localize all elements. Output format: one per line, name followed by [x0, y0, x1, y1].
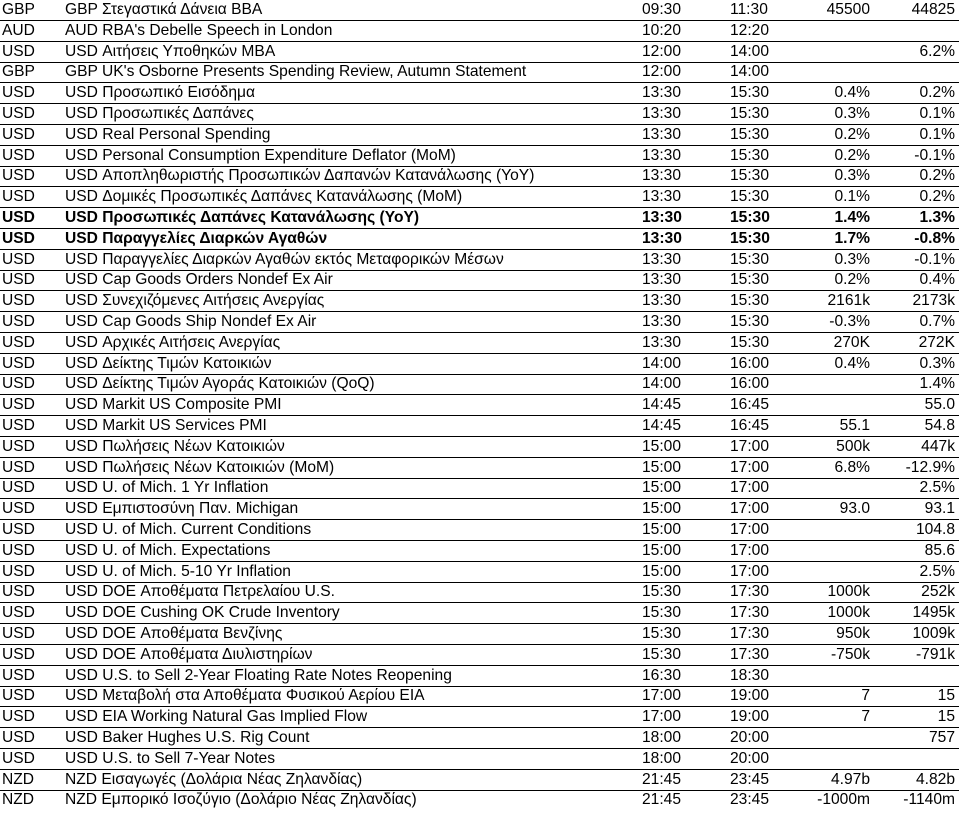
- value-a-cell: 93.0: [839, 500, 870, 518]
- event-cell: AUD RBA's Debelle Speech in London: [65, 21, 333, 39]
- value-a-cell: -1000m: [817, 791, 870, 809]
- event-cell: USD Αποπληθωριστής Προσωπικών Δαπανών Κατανάλωσης (YoY): [65, 167, 535, 185]
- event-cell: USD Personal Consumption Expenditure Deflator (MoM): [65, 146, 456, 164]
- value-b-cell: 1009k: [912, 625, 955, 642]
- time-cell: 13:30: [642, 188, 682, 206]
- value-b-cell: 54.8: [924, 417, 955, 434]
- event-cell: USD Προσωπικές Δαπάνες: [65, 105, 254, 122]
- table-row: [0, 706, 959, 728]
- event-cell: USD U. of Mich. 5-10 Yr Inflation: [65, 562, 291, 580]
- event-cell: USD Markit US Composite PMI: [65, 396, 282, 414]
- local-time-cell: 15:30: [730, 250, 770, 268]
- event-cell: USD Cap Goods Ship Nondef Ex Air: [65, 313, 317, 330]
- table-row: [0, 20, 959, 42]
- local-time-cell: 15:30: [730, 313, 770, 330]
- value-b-cell: 0.7%: [919, 313, 955, 330]
- time-cell: 13:30: [642, 250, 682, 268]
- local-time-cell: 18:30: [730, 666, 770, 684]
- value-b-cell: -12.9%: [905, 458, 955, 476]
- currency-cell: USD: [2, 313, 35, 330]
- event-cell: USD Προσωπικό Εισόδημα: [65, 84, 255, 102]
- currency-cell: USD: [2, 105, 35, 122]
- value-a-cell: 0.3%: [834, 250, 870, 268]
- local-time-cell: 11:30: [730, 1, 768, 18]
- event-cell: USD Παραγγελίες Διαρκών Αγαθών: [65, 229, 328, 247]
- time-cell: 14:45: [642, 396, 682, 414]
- event-cell: USD Πωλήσεις Νέων Κατοικιών (MoM): [65, 458, 335, 476]
- currency-cell: USD: [2, 417, 35, 434]
- currency-cell: USD: [2, 562, 35, 580]
- table-row: [0, 103, 959, 125]
- time-cell: 12:00: [642, 42, 682, 60]
- time-cell: 18:00: [642, 749, 682, 767]
- time-cell: 13:30: [642, 146, 682, 164]
- event-cell: GBP UK's Osborne Presents Spending Review, Autumn Statement: [65, 63, 527, 81]
- time-cell: 18:00: [642, 729, 682, 746]
- event-cell: USD Αρχικές Αιτήσεις Ανεργίας: [65, 333, 281, 351]
- time-cell: 13:30: [642, 209, 682, 226]
- time-cell: 13:30: [642, 313, 682, 330]
- currency-cell: USD: [2, 541, 35, 559]
- time-cell: 13:30: [642, 84, 682, 102]
- table-row: [0, 332, 959, 354]
- local-time-cell: 17:30: [730, 604, 770, 622]
- time-cell: 15:30: [642, 583, 682, 601]
- time-cell: 17:00: [642, 687, 682, 705]
- value-b-cell: 93.1: [924, 500, 955, 518]
- value-b-cell: 1.3%: [919, 209, 955, 226]
- currency-cell: USD: [2, 729, 35, 746]
- time-cell: 15:00: [642, 521, 682, 538]
- currency-cell: USD: [2, 479, 35, 497]
- event-cell: USD U. of Mich. Expectations: [65, 541, 271, 559]
- table-row: [0, 498, 959, 520]
- table-row-highlighted: [0, 207, 959, 229]
- table-row: [0, 665, 959, 687]
- event-cell: USD EIA Working Natural Gas Implied Flow: [65, 708, 368, 726]
- local-time-cell: 19:00: [730, 708, 770, 726]
- local-time-cell: 20:00: [730, 729, 770, 746]
- time-cell: 13:30: [642, 167, 682, 185]
- currency-cell: USD: [2, 687, 35, 705]
- currency-cell: USD: [2, 167, 35, 185]
- value-b-cell: -0.8%: [914, 229, 955, 247]
- local-time-cell: 15:30: [730, 84, 770, 102]
- currency-cell: USD: [2, 708, 35, 726]
- table-row: [0, 82, 959, 104]
- value-b-cell: 0.2%: [919, 167, 955, 185]
- table-row: [0, 311, 959, 333]
- table-row: [0, 0, 959, 21]
- local-time-cell: 17:00: [730, 500, 770, 518]
- local-time-cell: 15:30: [730, 105, 770, 122]
- event-cell: USD Δείκτης Τιμών Κατοικιών: [65, 354, 272, 372]
- value-b-cell: 44825: [911, 1, 955, 18]
- currency-cell: USD: [2, 42, 35, 60]
- time-cell: 15:30: [642, 604, 682, 622]
- currency-cell: USD: [2, 437, 35, 455]
- event-cell: USD U. of Mich. Current Conditions: [65, 521, 312, 538]
- event-cell: USD DOE Cushing OK Crude Inventory: [65, 604, 340, 622]
- table-row: [0, 769, 959, 791]
- value-b-cell: 104.8: [915, 521, 955, 538]
- event-cell: USD U.S. to Sell 7-Year Notes: [65, 749, 276, 767]
- time-cell: 14:00: [642, 375, 682, 393]
- value-a-cell: 7: [861, 708, 870, 726]
- time-cell: 21:45: [642, 770, 682, 788]
- time-cell: 13:30: [642, 229, 682, 247]
- local-time-cell: 16:45: [730, 396, 770, 414]
- time-cell: 15:00: [642, 562, 682, 580]
- time-cell: 13:30: [642, 105, 682, 122]
- currency-cell: USD: [2, 375, 35, 393]
- value-b-cell: 2173k: [912, 292, 955, 310]
- event-cell: USD Real Personal Spending: [65, 125, 271, 143]
- local-time-cell: 23:45: [730, 770, 770, 788]
- currency-cell: USD: [2, 625, 35, 642]
- value-a-cell: 0.2%: [834, 125, 870, 143]
- table-row: [0, 685, 959, 707]
- event-cell: USD Αιτήσεις Υποθηκών MBA: [65, 42, 276, 60]
- value-a-cell: 0.2%: [834, 271, 870, 289]
- value-b-cell: 0.3%: [919, 354, 955, 372]
- value-a-cell: 45500: [826, 1, 870, 18]
- value-b-cell: 0.1%: [919, 105, 955, 122]
- time-cell: 21:45: [642, 791, 682, 809]
- local-time-cell: 16:45: [730, 417, 770, 434]
- event-cell: NZD Εισαγωγές (Δολάρια Νέας Ζηλανδίας): [65, 770, 363, 788]
- currency-cell: GBP: [2, 1, 35, 18]
- value-b-cell: 4.82b: [915, 770, 955, 788]
- currency-cell: USD: [2, 749, 35, 767]
- event-cell: USD DOE Αποθέματα Πετρελαίου U.S.: [65, 583, 335, 601]
- local-time-cell: 15:30: [730, 209, 770, 226]
- local-time-cell: 15:30: [730, 229, 770, 247]
- currency-cell: USD: [2, 229, 35, 247]
- value-b-cell: 0.2%: [919, 188, 955, 206]
- event-cell: USD Παραγγελίες Διαρκών Αγαθών εκτός Μεταφορικών Μέσων: [65, 250, 504, 268]
- event-cell: USD Πωλήσεις Νέων Κατοικιών: [65, 437, 285, 455]
- local-time-cell: 17:00: [730, 521, 770, 538]
- table-row: [0, 519, 959, 541]
- currency-cell: USD: [2, 125, 35, 143]
- currency-cell: USD: [2, 146, 35, 164]
- value-b-cell: 447k: [921, 437, 955, 455]
- value-b-cell: 85.6: [924, 541, 955, 559]
- event-cell: NZD Εμπορικό Ισοζύγιο (Δολάριο Νέας Ζηλανδίας): [65, 791, 417, 809]
- time-cell: 13:30: [642, 292, 682, 310]
- local-time-cell: 17:00: [730, 479, 770, 497]
- currency-cell: NZD: [2, 770, 35, 788]
- table-row: [0, 436, 959, 458]
- time-cell: 16:30: [642, 666, 682, 684]
- currency-cell: USD: [2, 396, 35, 414]
- event-cell: USD Προσωπικές Δαπάνες Κατανάλωσης (YoY): [65, 209, 420, 226]
- currency-cell: USD: [2, 209, 35, 226]
- value-a-cell: 0.2%: [834, 146, 870, 164]
- currency-cell: AUD: [2, 21, 35, 39]
- currency-cell: USD: [2, 645, 35, 663]
- local-time-cell: 20:00: [730, 749, 770, 767]
- time-cell: 15:30: [642, 625, 682, 642]
- event-cell: USD Μεταβολή στα Αποθέματα Φυσικού Αερίου EIA: [65, 687, 425, 705]
- table-row: [0, 353, 959, 375]
- time-cell: 15:00: [642, 437, 682, 455]
- time-cell: 15:00: [642, 458, 682, 476]
- local-time-cell: 17:00: [730, 541, 770, 559]
- value-a-cell: 500k: [836, 437, 870, 455]
- time-cell: 15:00: [642, 479, 682, 497]
- local-time-cell: 15:30: [730, 125, 770, 143]
- time-cell: 17:00: [642, 708, 682, 726]
- table-row: [0, 789, 959, 810]
- currency-cell: GBP: [2, 63, 35, 81]
- value-a-cell: 950k: [836, 625, 870, 642]
- value-a-cell: 0.4%: [834, 354, 870, 372]
- local-time-cell: 17:00: [730, 458, 770, 476]
- local-time-cell: 16:00: [730, 375, 770, 393]
- value-a-cell: -0.3%: [829, 313, 870, 330]
- local-time-cell: 15:30: [730, 146, 770, 164]
- time-cell: 12:00: [642, 63, 682, 81]
- value-b-cell: 252k: [921, 583, 955, 601]
- currency-cell: USD: [2, 84, 35, 102]
- value-b-cell: 2.5%: [919, 562, 955, 580]
- value-a-cell: 1.7%: [834, 229, 870, 247]
- value-a-cell: 2161k: [827, 292, 870, 310]
- value-b-cell: -0.1%: [914, 250, 955, 268]
- table-row: [0, 477, 959, 499]
- table-row: [0, 124, 959, 146]
- local-time-cell: 17:00: [730, 437, 770, 455]
- table-row: [0, 457, 959, 479]
- table-row: [0, 727, 959, 749]
- value-b-cell: 55.0: [924, 396, 955, 414]
- time-cell: 14:45: [642, 417, 682, 434]
- table-row: [0, 41, 959, 63]
- currency-cell: USD: [2, 250, 35, 268]
- value-b-cell: -791k: [915, 645, 955, 663]
- event-cell: USD Συνεχιζόμενες Αιτήσεις Ανεργίας: [65, 292, 325, 310]
- value-a-cell: 1000k: [827, 583, 870, 601]
- value-a-cell: 4.97b: [830, 770, 870, 788]
- event-cell: USD Δομικές Προσωπικές Δαπάνες Κατανάλωσης (MoM): [65, 188, 463, 206]
- table-row: [0, 415, 959, 437]
- table-row: [0, 540, 959, 562]
- time-cell: 15:30: [642, 645, 682, 663]
- value-a-cell: 1000k: [827, 604, 870, 622]
- value-a-cell: -750k: [830, 645, 870, 663]
- value-b-cell: 1.4%: [919, 375, 955, 393]
- table-row: [0, 269, 959, 291]
- local-time-cell: 12:20: [730, 21, 770, 39]
- event-cell: USD U. of Mich. 1 Yr Inflation: [65, 479, 269, 497]
- local-time-cell: 14:00: [730, 42, 770, 60]
- time-cell: 15:00: [642, 500, 682, 518]
- event-cell: USD Εμπιστοσύνη Παν. Michigan: [65, 500, 299, 518]
- table-row-highlighted: [0, 228, 959, 250]
- value-a-cell: 270K: [833, 333, 870, 351]
- table-row: [0, 644, 959, 666]
- value-b-cell: 6.2%: [919, 42, 955, 60]
- event-cell: USD DOE Αποθέματα Βενζίνης: [65, 625, 283, 642]
- value-b-cell: 0.2%: [919, 84, 955, 102]
- event-cell: USD DOE Αποθέματα Διυλιστηρίων: [65, 645, 313, 663]
- value-a-cell: 55.1: [839, 417, 870, 434]
- local-time-cell: 16:00: [730, 354, 770, 372]
- table-row: [0, 394, 959, 416]
- value-b-cell: 15: [937, 687, 955, 705]
- table-row: [0, 249, 959, 271]
- local-time-cell: 15:30: [730, 292, 770, 310]
- currency-cell: USD: [2, 604, 35, 622]
- table-row: [0, 561, 959, 583]
- table-row: [0, 165, 959, 187]
- currency-cell: USD: [2, 666, 35, 684]
- local-time-cell: 17:30: [730, 625, 770, 642]
- value-b-cell: 15: [937, 708, 955, 726]
- table-row: [0, 623, 959, 645]
- event-cell: USD U.S. to Sell 2-Year Floating Rate Notes Reopening: [65, 666, 452, 684]
- event-cell: GBP Στεγαστικά Δάνεια BBA: [65, 1, 263, 18]
- local-time-cell: 15:30: [730, 167, 770, 185]
- currency-cell: USD: [2, 333, 35, 351]
- value-b-cell: 0.1%: [919, 125, 955, 143]
- local-time-cell: 23:45: [730, 791, 770, 809]
- time-cell: 09:30: [642, 1, 682, 18]
- time-cell: 10:20: [642, 21, 682, 39]
- value-a-cell: 6.8%: [834, 458, 870, 476]
- event-cell: USD Markit US Services PMI: [65, 417, 267, 434]
- currency-cell: USD: [2, 458, 35, 476]
- time-cell: 13:30: [642, 125, 682, 143]
- event-cell: USD Δείκτης Τιμών Αγοράς Κατοικιών (QoQ): [65, 375, 375, 393]
- table-row: [0, 186, 959, 208]
- local-time-cell: 19:00: [730, 687, 770, 705]
- value-b-cell: 272K: [918, 333, 955, 351]
- value-b-cell: 1495k: [912, 604, 955, 622]
- local-time-cell: 14:00: [730, 63, 770, 81]
- table-row: [0, 290, 959, 312]
- local-time-cell: 15:30: [730, 188, 770, 206]
- time-cell: 13:30: [642, 333, 682, 351]
- table-row: [0, 602, 959, 624]
- currency-cell: USD: [2, 188, 35, 206]
- currency-cell: USD: [2, 583, 35, 601]
- local-time-cell: 17:30: [730, 583, 770, 601]
- time-cell: 14:00: [642, 354, 682, 372]
- time-cell: 13:30: [642, 271, 682, 289]
- value-b-cell: 757: [928, 729, 955, 746]
- value-a-cell: 0.1%: [834, 188, 870, 206]
- table-row: [0, 61, 959, 83]
- currency-cell: USD: [2, 500, 35, 518]
- value-b-cell: -0.1%: [914, 146, 955, 164]
- local-time-cell: 15:30: [730, 333, 770, 351]
- currency-cell: USD: [2, 292, 35, 310]
- table-row: [0, 373, 959, 395]
- event-cell: USD Baker Hughes U.S. Rig Count: [65, 729, 310, 746]
- value-b-cell: 2.5%: [919, 479, 955, 497]
- value-a-cell: 0.4%: [834, 84, 870, 102]
- time-cell: 15:00: [642, 541, 682, 559]
- currency-cell: USD: [2, 521, 35, 538]
- table-row: [0, 145, 959, 167]
- value-b-cell: 0.4%: [919, 271, 955, 289]
- local-time-cell: 17:30: [730, 645, 770, 663]
- event-cell: USD Cap Goods Orders Nondef Ex Air: [65, 271, 333, 289]
- table-row: [0, 581, 959, 603]
- local-time-cell: 15:30: [730, 271, 770, 289]
- currency-cell: NZD: [2, 791, 35, 809]
- value-a-cell: 0.3%: [834, 105, 870, 122]
- value-a-cell: 1.4%: [834, 209, 870, 226]
- value-a-cell: 7: [861, 687, 870, 705]
- currency-cell: USD: [2, 354, 35, 372]
- value-b-cell: -1140m: [903, 791, 955, 809]
- table-row: [0, 748, 959, 770]
- local-time-cell: 17:00: [730, 562, 770, 580]
- value-a-cell: 0.3%: [834, 167, 870, 185]
- currency-cell: USD: [2, 271, 35, 289]
